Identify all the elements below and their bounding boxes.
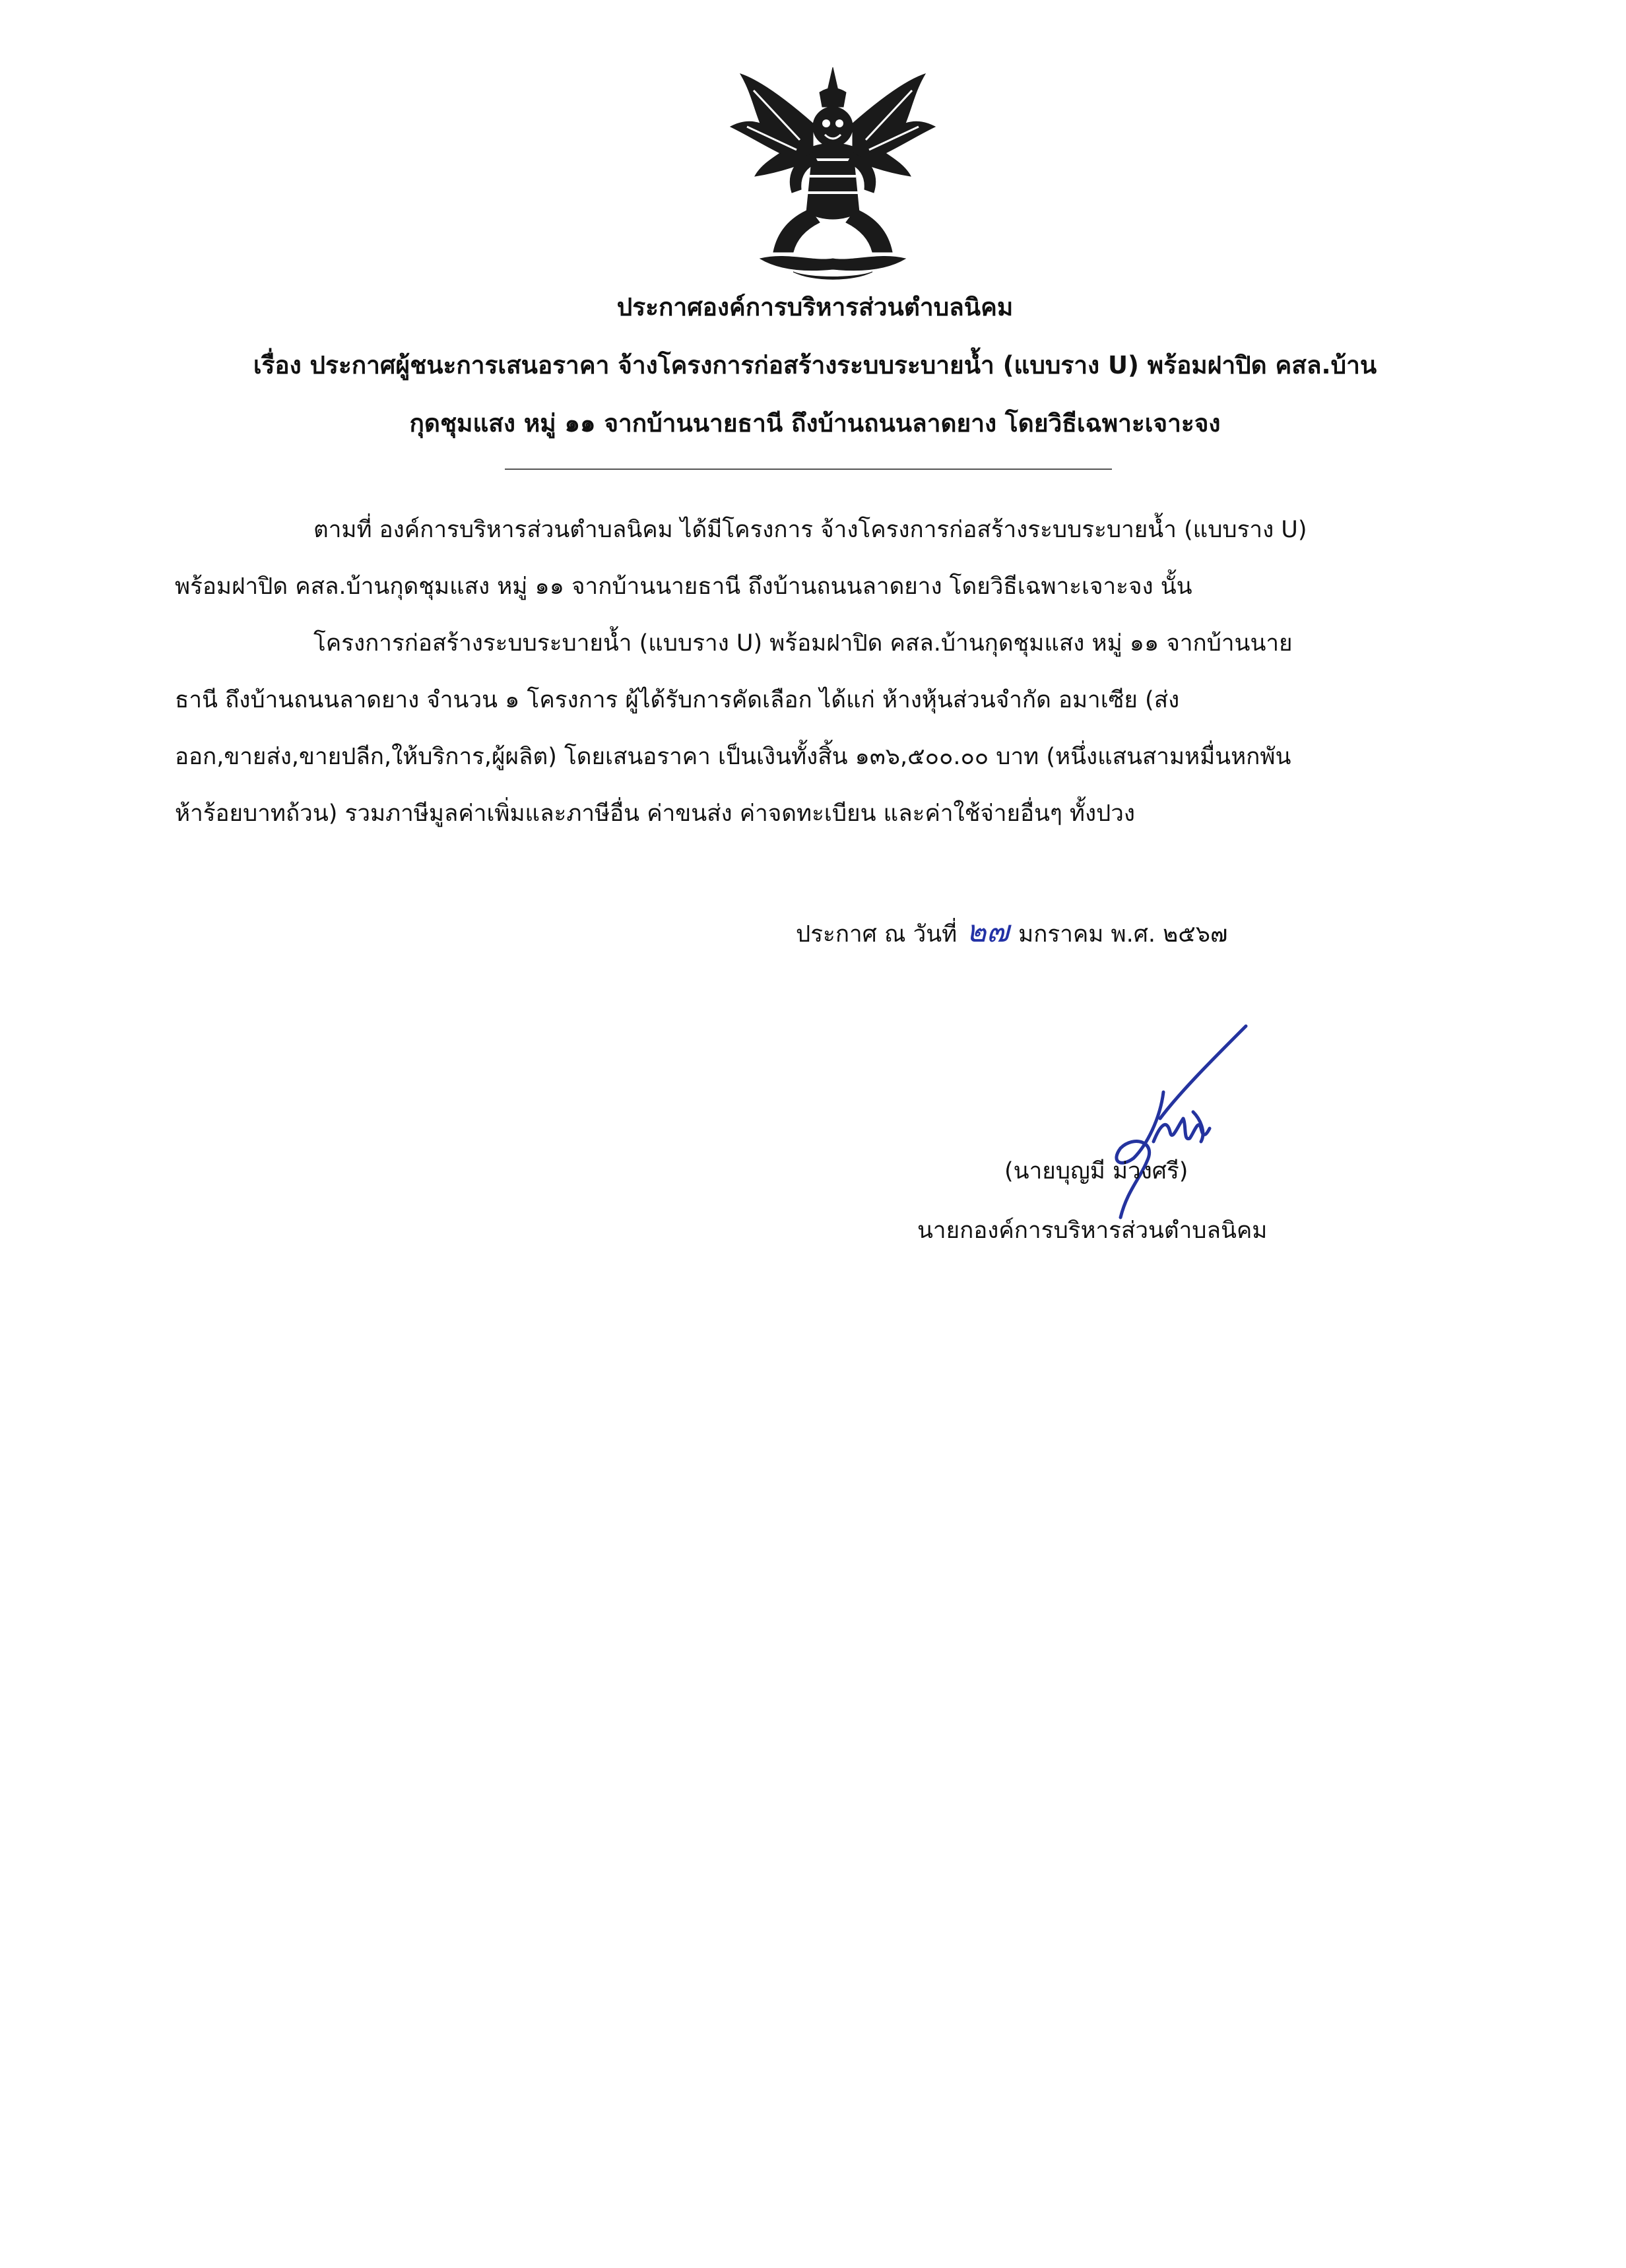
paragraph-2 [175, 615, 1429, 842]
announcement-date [796, 908, 1227, 957]
header-divider [505, 469, 1112, 470]
paragraph-1-line: ตามที่ องค์การบริหารส่วนตำบลนิคม ได้มีโครงการ จ้างโครงการก่อสร้างระบบระบายน้ำ (แบบราง U) [313, 517, 1307, 543]
document-header [158, 278, 1472, 453]
paragraph-2-line: ห้าร้อยบาทถ้วน) รวมภาษีมูลค่าเพิ่มและภาษีอื่น ค่าขนส่ง ค่าจดทะเบียน และค่าใช้จ่ายอื่นๆ ทั้งปวง [175, 800, 1136, 827]
header-subject-line-1: เรื่อง ประกาศผู้ชนะการเสนอราคา จ้างโครงการก่อสร้างระบบระบายน้ำ (แบบราง U) พร้อมฝาปิด คสล.บ้าน [253, 351, 1377, 379]
signatory-title: นายกองค์การบริหารส่วนตำบลนิคม [917, 1217, 1268, 1244]
date-month-year: มกราคม พ.ศ. ๒๕๖๗ [1018, 921, 1228, 948]
paragraph-1-line: พร้อมฝาปิด คสล.บ้านกุดชุมแสง หมู่ ๑๑ จากบ้านนายธานี ถึงบ้านถนนลาดยาง โดยวิธีเฉพาะเจาะจง นั้น [175, 573, 1192, 600]
signatory-name: (นายบุญมี ม่วงศรี) [1004, 1158, 1188, 1184]
paragraph-2-line: โครงการก่อสร้างระบบระบายน้ำ (แบบราง U) พร้อมฝาปิด คสล.บ้านกุดชุมแสง หมู่ ๑๑ จากบ้านนาย [313, 630, 1293, 657]
header-organization: ประกาศองค์การบริหารส่วนตำบลนิคม [616, 293, 1014, 321]
garuda-emblem-icon [714, 61, 952, 285]
date-prefix: ประกาศ ณ วันที่ [796, 921, 958, 948]
signature-mark-icon [1048, 1020, 1259, 1224]
paragraph-2-line: ออก,ขายส่ง,ขายปลีก,ให้บริการ,ผู้ผลิต) โดยเสนอราคา เป็นเงินทั้งสิ้น ๑๓๖,๕๐๐.๐๐ บาท (หนึ่งแสนสามหมื่นหกพัน [175, 744, 1291, 770]
date-day-handwritten: ๒๗ [966, 913, 1010, 949]
paragraph-1 [175, 502, 1429, 615]
header-subject-line-2: กุดชุมแสง หมู่ ๑๑ จากบ้านนายธานี ถึงบ้านถนนลาดยาง โดยวิธีเฉพาะเจาะจง [409, 409, 1221, 437]
paragraph-2-line: ธานี ถึงบ้านถนนลาดยาง จำนวน ๑ โครงการ ผู้ได้รับการคัดเลือก ได้แก่ ห้างหุ้นส่วนจำกัด อมาเซีย (ส่ง [175, 687, 1180, 713]
